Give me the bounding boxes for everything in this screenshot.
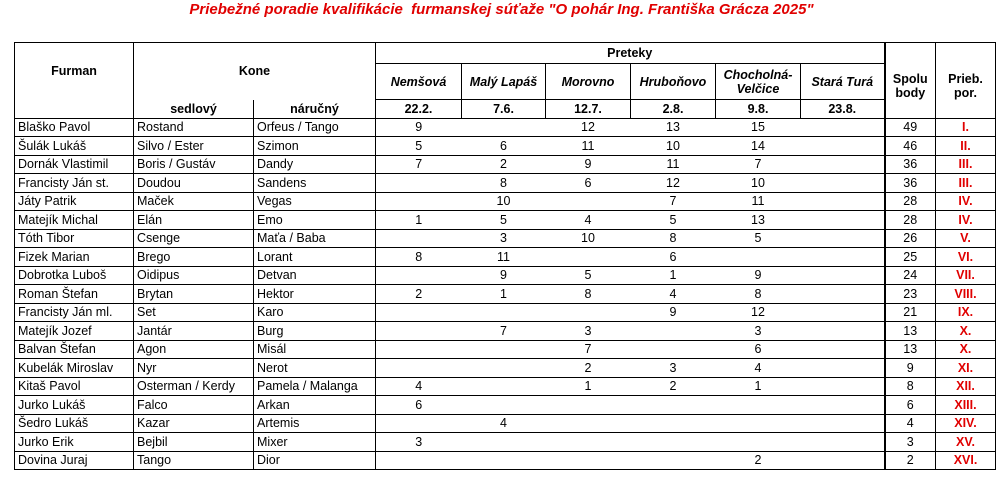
cell-sedlovy: Kazar: [134, 414, 254, 433]
cell-score: 9: [546, 155, 631, 174]
cell-score: [716, 414, 801, 433]
cell-score: 5: [631, 211, 716, 230]
race-name: Morovno: [561, 74, 615, 89]
header-furman: Furman: [15, 43, 134, 100]
cell-score: 1: [716, 377, 801, 396]
cell-score: 11: [631, 155, 716, 174]
cell-score: [546, 414, 631, 433]
cell-rank: XIV.: [936, 414, 996, 433]
cell-score: 7: [631, 192, 716, 211]
table-row: [15, 377, 996, 396]
table-row: [15, 303, 996, 322]
cell-sedlovy: Falco: [134, 396, 254, 415]
cell-score: [716, 433, 801, 452]
header-spolu: [885, 43, 936, 100]
cell-rank: I.: [936, 118, 996, 137]
race-name: Malý Lapáš: [469, 74, 538, 89]
cell-furman: Francisty Ján ml.: [15, 303, 134, 322]
cell-score: 8: [631, 229, 716, 248]
cell-rank: XI.: [936, 359, 996, 378]
race-name-line2: Velčice: [736, 81, 780, 96]
cell-rank: V.: [936, 229, 996, 248]
cell-spolu: 6: [885, 396, 936, 415]
cell-furman: Kubelák Miroslav: [15, 359, 134, 378]
cell-sedlovy: Maček: [134, 192, 254, 211]
cell-narucny: Pamela / Malanga: [254, 377, 376, 396]
cell-furman: Tóth Tibor: [15, 229, 134, 248]
cell-score: 9: [376, 118, 462, 137]
cell-score: [376, 303, 462, 322]
cell-score: 1: [631, 266, 716, 285]
cell-sedlovy: Silvo / Ester: [134, 137, 254, 156]
cell-spolu: 13: [885, 340, 936, 359]
cell-score: 4: [462, 414, 546, 433]
cell-spolu: 21: [885, 303, 936, 322]
cell-score: 6: [376, 396, 462, 415]
cell-rank: II.: [936, 137, 996, 156]
table-row: [15, 433, 996, 452]
cell-rank: IX.: [936, 303, 996, 322]
cell-narucny: Orfeus / Tango: [254, 118, 376, 137]
cell-narucny: Burg: [254, 322, 376, 341]
cell-score: 8: [546, 285, 631, 304]
cell-score: 11: [462, 248, 546, 267]
race-header: [716, 64, 801, 100]
cell-score: 10: [716, 174, 801, 193]
cell-narucny: Nerot: [254, 359, 376, 378]
cell-sedlovy: Set: [134, 303, 254, 322]
cell-narucny: Misál: [254, 340, 376, 359]
cell-sedlovy: Brego: [134, 248, 254, 267]
cell-furman: Játy Patrik: [15, 192, 134, 211]
cell-narucny: Detvan: [254, 266, 376, 285]
table-row: [15, 414, 996, 433]
cell-rank: III.: [936, 174, 996, 193]
cell-furman: Šulák Lukáš: [15, 137, 134, 156]
cell-rank: III.: [936, 155, 996, 174]
cell-spolu: 2: [885, 451, 936, 470]
header-prieb-line1: Prieb.: [948, 71, 983, 86]
cell-narucny: Mixer: [254, 433, 376, 452]
cell-score: 9: [462, 266, 546, 285]
race-date: 22.2.: [376, 100, 462, 119]
table-row: [15, 451, 996, 470]
cell-spolu: 24: [885, 266, 936, 285]
cell-furman: Matejík Jozef: [15, 322, 134, 341]
cell-narucny: Sandens: [254, 174, 376, 193]
cell-score: 9: [631, 303, 716, 322]
cell-narucny: Karo: [254, 303, 376, 322]
cell-score: [546, 433, 631, 452]
cell-score: 13: [716, 211, 801, 230]
cell-narucny: Szimon: [254, 137, 376, 156]
table-row: [15, 248, 996, 267]
cell-sedlovy: Doudou: [134, 174, 254, 193]
cell-score: [631, 433, 716, 452]
cell-score: 8: [462, 174, 546, 193]
cell-score: 7: [376, 155, 462, 174]
header-sedlovy: sedlový: [134, 100, 254, 119]
cell-rank: VI.: [936, 248, 996, 267]
header-kone: Kone: [134, 43, 376, 100]
cell-furman: Jurko Lukáš: [15, 396, 134, 415]
cell-sedlovy: Nyr: [134, 359, 254, 378]
cell-furman: Jurko Erik: [15, 433, 134, 452]
cell-furman: Matejík Michal: [15, 211, 134, 230]
cell-score: [462, 359, 546, 378]
cell-score: [801, 433, 885, 452]
cell-score: [631, 451, 716, 470]
cell-score: [716, 396, 801, 415]
cell-score: [546, 451, 631, 470]
cell-furman: Francisty Ján st.: [15, 174, 134, 193]
table-row: [15, 174, 996, 193]
cell-furman: Dovina Juraj: [15, 451, 134, 470]
cell-furman: Roman Štefan: [15, 285, 134, 304]
cell-narucny: Maťa / Baba: [254, 229, 376, 248]
cell-score: [376, 414, 462, 433]
cell-score: [376, 229, 462, 248]
cell-score: 7: [462, 322, 546, 341]
cell-sedlovy: Jantár: [134, 322, 254, 341]
cell-spolu: 26: [885, 229, 936, 248]
spolu-date-cell: [885, 100, 936, 119]
cell-score: 3: [546, 322, 631, 341]
table-row: [15, 322, 996, 341]
table-row: [15, 137, 996, 156]
table-row: [15, 266, 996, 285]
cell-score: [376, 266, 462, 285]
race-date: 23.8.: [801, 100, 885, 119]
cell-score: 2: [631, 377, 716, 396]
race-header: [462, 64, 546, 100]
cell-furman: Kitaš Pavol: [15, 377, 134, 396]
race-header: [376, 64, 462, 100]
cell-spolu: 4: [885, 414, 936, 433]
cell-furman: Šedro Lukáš: [15, 414, 134, 433]
cell-score: [546, 248, 631, 267]
race-header: [546, 64, 631, 100]
cell-sedlovy: Elán: [134, 211, 254, 230]
cell-score: [801, 118, 885, 137]
cell-rank: XIII.: [936, 396, 996, 415]
table-row: [15, 155, 996, 174]
cell-rank: X.: [936, 322, 996, 341]
cell-score: 1: [462, 285, 546, 304]
cell-score: [631, 414, 716, 433]
table-row: [15, 229, 996, 248]
race-name: Nemšová: [390, 74, 447, 89]
cell-score: 3: [462, 229, 546, 248]
cell-narucny: Artemis: [254, 414, 376, 433]
cell-score: [801, 137, 885, 156]
prieb-date-cell: [936, 100, 996, 119]
header-prieb: [936, 43, 996, 100]
table-row: [15, 285, 996, 304]
cell-rank: IV.: [936, 192, 996, 211]
cell-score: [801, 285, 885, 304]
cell-rank: X.: [936, 340, 996, 359]
cell-score: 3: [716, 322, 801, 341]
cell-score: [376, 322, 462, 341]
cell-furman: Blaško Pavol: [15, 118, 134, 137]
cell-score: 5: [462, 211, 546, 230]
cell-rank: XV.: [936, 433, 996, 452]
cell-furman: Dobrotka Luboš: [15, 266, 134, 285]
page-title: Priebežné poradie kvalifikácie furmanskej súťaže "O pohár Ing. Františka Grácza 2025": [189, 1, 814, 18]
cell-score: [801, 155, 885, 174]
cell-score: 7: [546, 340, 631, 359]
cell-score: [376, 192, 462, 211]
cell-score: [631, 396, 716, 415]
cell-score: [546, 192, 631, 211]
cell-rank: VII.: [936, 266, 996, 285]
cell-score: [376, 174, 462, 193]
cell-furman: Balvan Štefan: [15, 340, 134, 359]
cell-score: [801, 396, 885, 415]
cell-score: [801, 174, 885, 193]
cell-score: 11: [546, 137, 631, 156]
cell-score: 3: [631, 359, 716, 378]
cell-sedlovy: Brytan: [134, 285, 254, 304]
cell-spolu: 25: [885, 248, 936, 267]
cell-spolu: 23: [885, 285, 936, 304]
cell-score: 2: [462, 155, 546, 174]
race-date: 9.8.: [716, 100, 801, 119]
cell-score: 8: [716, 285, 801, 304]
cell-furman: Fizek Marian: [15, 248, 134, 267]
cell-spolu: 36: [885, 155, 936, 174]
cell-score: 11: [716, 192, 801, 211]
cell-spolu: 13: [885, 322, 936, 341]
header-spolu-line1: Spolu: [892, 71, 928, 86]
race-header: [801, 64, 885, 100]
race-header: [631, 64, 716, 100]
cell-score: 2: [376, 285, 462, 304]
cell-rank: XII.: [936, 377, 996, 396]
standings-table: [14, 42, 996, 470]
cell-score: 8: [376, 248, 462, 267]
cell-score: [801, 414, 885, 433]
race-date: 2.8.: [631, 100, 716, 119]
cell-spolu: 36: [885, 174, 936, 193]
header-narucny: náručný: [254, 100, 376, 119]
cell-score: [462, 433, 546, 452]
table-row: [15, 359, 996, 378]
cell-score: 6: [631, 248, 716, 267]
cell-score: [462, 377, 546, 396]
cell-score: [462, 118, 546, 137]
cell-score: 4: [376, 377, 462, 396]
cell-rank: VIII.: [936, 285, 996, 304]
cell-sedlovy: Csenge: [134, 229, 254, 248]
table-row: [15, 192, 996, 211]
cell-score: [631, 340, 716, 359]
cell-spolu: 49: [885, 118, 936, 137]
header-spolu-line2: body: [895, 85, 926, 100]
cell-score: [716, 248, 801, 267]
cell-sedlovy: Boris / Gustáv: [134, 155, 254, 174]
cell-score: 4: [546, 211, 631, 230]
cell-score: 2: [546, 359, 631, 378]
header-preteky: Preteky: [376, 43, 885, 64]
cell-spolu: 3: [885, 433, 936, 452]
cell-score: [801, 322, 885, 341]
cell-score: [376, 340, 462, 359]
cell-score: [801, 451, 885, 470]
cell-sedlovy: Bejbil: [134, 433, 254, 452]
cell-score: 15: [716, 118, 801, 137]
cell-rank: XVI.: [936, 451, 996, 470]
header-prieb-line2: por.: [954, 85, 977, 100]
cell-score: [801, 211, 885, 230]
cell-score: 3: [376, 433, 462, 452]
cell-score: [462, 451, 546, 470]
cell-score: 10: [462, 192, 546, 211]
cell-score: 6: [462, 137, 546, 156]
cell-score: [462, 303, 546, 322]
table-row: [15, 396, 996, 415]
cell-score: [801, 340, 885, 359]
cell-score: [801, 359, 885, 378]
race-name: Stará Turá: [811, 74, 874, 89]
race-date: 12.7.: [546, 100, 631, 119]
cell-score: [376, 451, 462, 470]
cell-score: 5: [716, 229, 801, 248]
cell-score: 9: [716, 266, 801, 285]
cell-score: [546, 396, 631, 415]
cell-score: 2: [716, 451, 801, 470]
cell-score: [801, 303, 885, 322]
cell-score: [801, 266, 885, 285]
cell-score: [546, 303, 631, 322]
cell-spolu: 28: [885, 192, 936, 211]
cell-spolu: 28: [885, 211, 936, 230]
cell-score: 6: [716, 340, 801, 359]
cell-score: 4: [716, 359, 801, 378]
race-name: Chocholná-: [723, 67, 793, 82]
cell-spolu: 8: [885, 377, 936, 396]
cell-score: 14: [716, 137, 801, 156]
cell-furman: Dornák Vlastimil: [15, 155, 134, 174]
cell-score: 10: [546, 229, 631, 248]
cell-spolu: 46: [885, 137, 936, 156]
cell-score: [462, 340, 546, 359]
cell-score: [801, 248, 885, 267]
table-row: [15, 211, 996, 230]
cell-sedlovy: Osterman / Kerdy: [134, 377, 254, 396]
cell-score: [801, 229, 885, 248]
cell-narucny: Lorant: [254, 248, 376, 267]
cell-score: 1: [376, 211, 462, 230]
race-name: Hruboňovo: [639, 74, 707, 89]
cell-score: 12: [716, 303, 801, 322]
cell-score: [462, 396, 546, 415]
cell-sedlovy: Tango: [134, 451, 254, 470]
cell-score: 4: [631, 285, 716, 304]
cell-sedlovy: Oidipus: [134, 266, 254, 285]
cell-sedlovy: Agon: [134, 340, 254, 359]
cell-narucny: Vegas: [254, 192, 376, 211]
cell-spolu: 9: [885, 359, 936, 378]
cell-score: 5: [546, 266, 631, 285]
cell-narucny: Arkan: [254, 396, 376, 415]
cell-score: 12: [631, 174, 716, 193]
cell-rank: IV.: [936, 211, 996, 230]
cell-narucny: Hektor: [254, 285, 376, 304]
cell-score: 13: [631, 118, 716, 137]
race-date: 7.6.: [462, 100, 546, 119]
cell-score: 5: [376, 137, 462, 156]
table-row: [15, 118, 996, 137]
cell-sedlovy: Rostand: [134, 118, 254, 137]
cell-score: [376, 359, 462, 378]
cell-score: [801, 377, 885, 396]
cell-score: 1: [546, 377, 631, 396]
cell-score: [801, 192, 885, 211]
cell-narucny: Emo: [254, 211, 376, 230]
cell-score: 7: [716, 155, 801, 174]
table-row: [15, 340, 996, 359]
cell-narucny: Dandy: [254, 155, 376, 174]
cell-score: 6: [546, 174, 631, 193]
cell-score: [631, 322, 716, 341]
cell-score: 12: [546, 118, 631, 137]
cell-score: 10: [631, 137, 716, 156]
cell-narucny: Dior: [254, 451, 376, 470]
